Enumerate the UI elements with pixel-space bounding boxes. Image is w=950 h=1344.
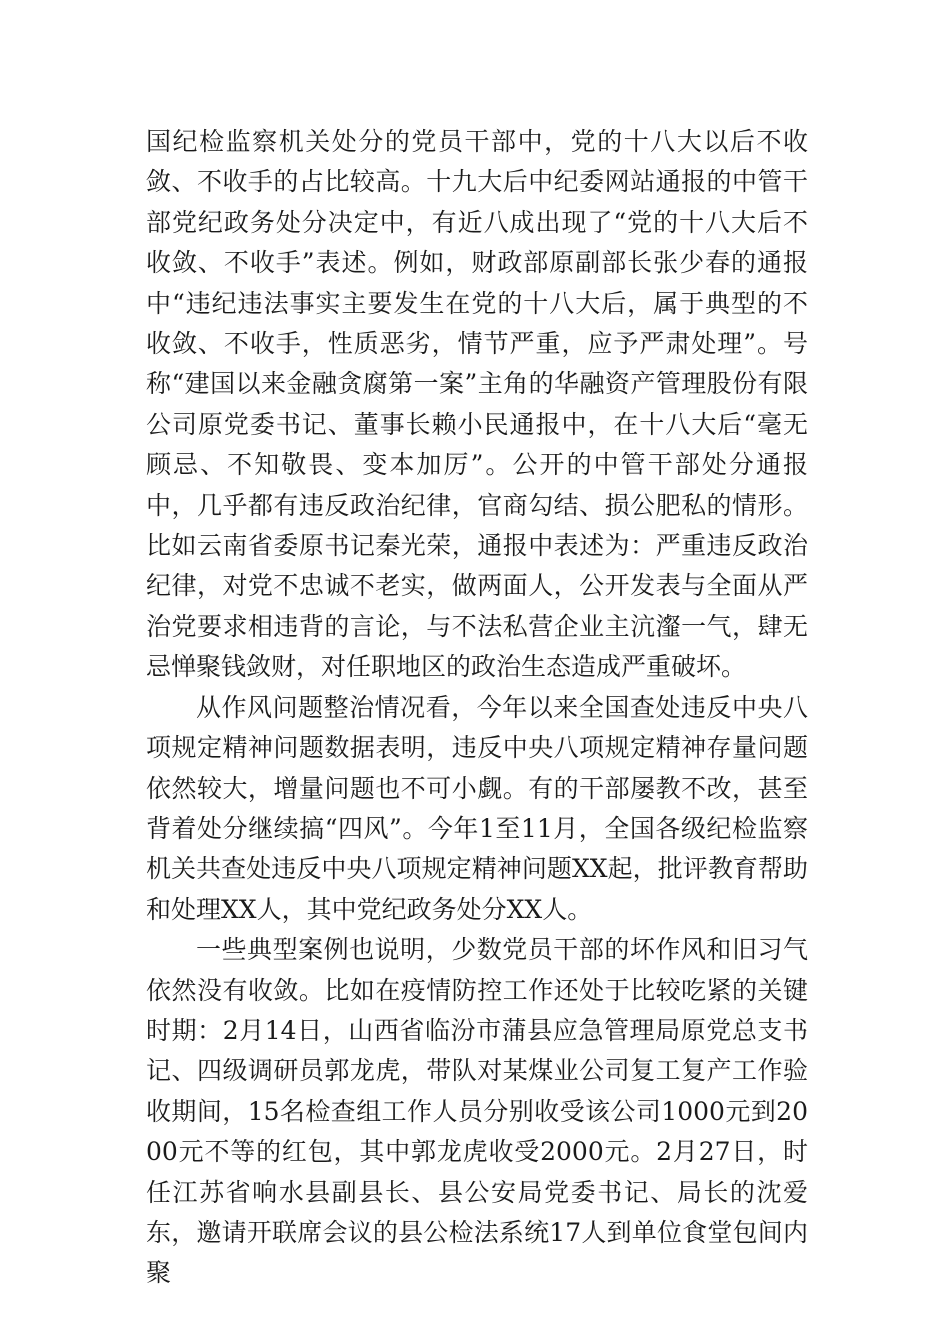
paragraph-2: 从作风问题整治情况看，今年以来全国查处违反中央八项规定精神问题数据表明，违反中央八项规定精神存量问题依然较大，增量问题也不可小觑。有的干部屡教不改，甚至背着处分继续搞“四风”。今年1至11月，全国各级纪检监察机关共查处违反中央八项规定精神问题XX起，批评教育帮助和处理XX人，其中党纪政务处分XX人。 [146,692,808,924]
paragraph-3: 一些典型案例也说明，少数党员干部的坏作风和旧习气依然没有收敛。比如在疫情防控工作还处于比较吃紧的关键时期：2月14日，山西省临汾市蒲县应急管理局原党总支书记、四级调研员郭龙虎，带队对某煤业公司复工复产工作验收期间，15名检查组工作人员分别收受该公司1000元到2000元不等的红包，其中郭龙虎收受2000元。2月27日，时任江苏省响水县副县长、县公安局党委书记、局长的沈爱东，邀请开联席会议的县公检法系统17人到单位食堂包间内聚 [146,935,808,1288]
document-page [146,122,808,1294]
paragraph-1: 国纪检监察机关处分的党员干部中，党的十八大以后不收敛、不收手的占比较高。十九大后中纪委网站通报的中管干部党纪政务处分决定中，有近八成出现了“党的十八大后不收敛、不收手”表述。例如，财政部原副部长张少春的通报中“违纪违法事实主要发生在党的十八大后，属于典型的不收敛、不收手，性质恶劣，情节严重，应予严肃处理”。号称“建国以来金融贪腐第一案”主角的华融资产管理股份有限公司原党委书记、董事长赖小民通报中，在十八大后“毫无顾忌、不知敬畏、变本加厉”。公开的中管干部处分通报中，几乎都有违反政治纪律，官商勾结、损公肥私的情形。比如云南省委原书记秦光荣，通报中表述为：严重违反政治纪律，对党不忠诚不老实，做两面人，公开发表与全面从严治党要求相违背的言论，与不法私营企业主沆瀣一气，肆无忌惮聚钱敛财，对任职地区的政治生态造成严重破坏。 [146,127,808,682]
